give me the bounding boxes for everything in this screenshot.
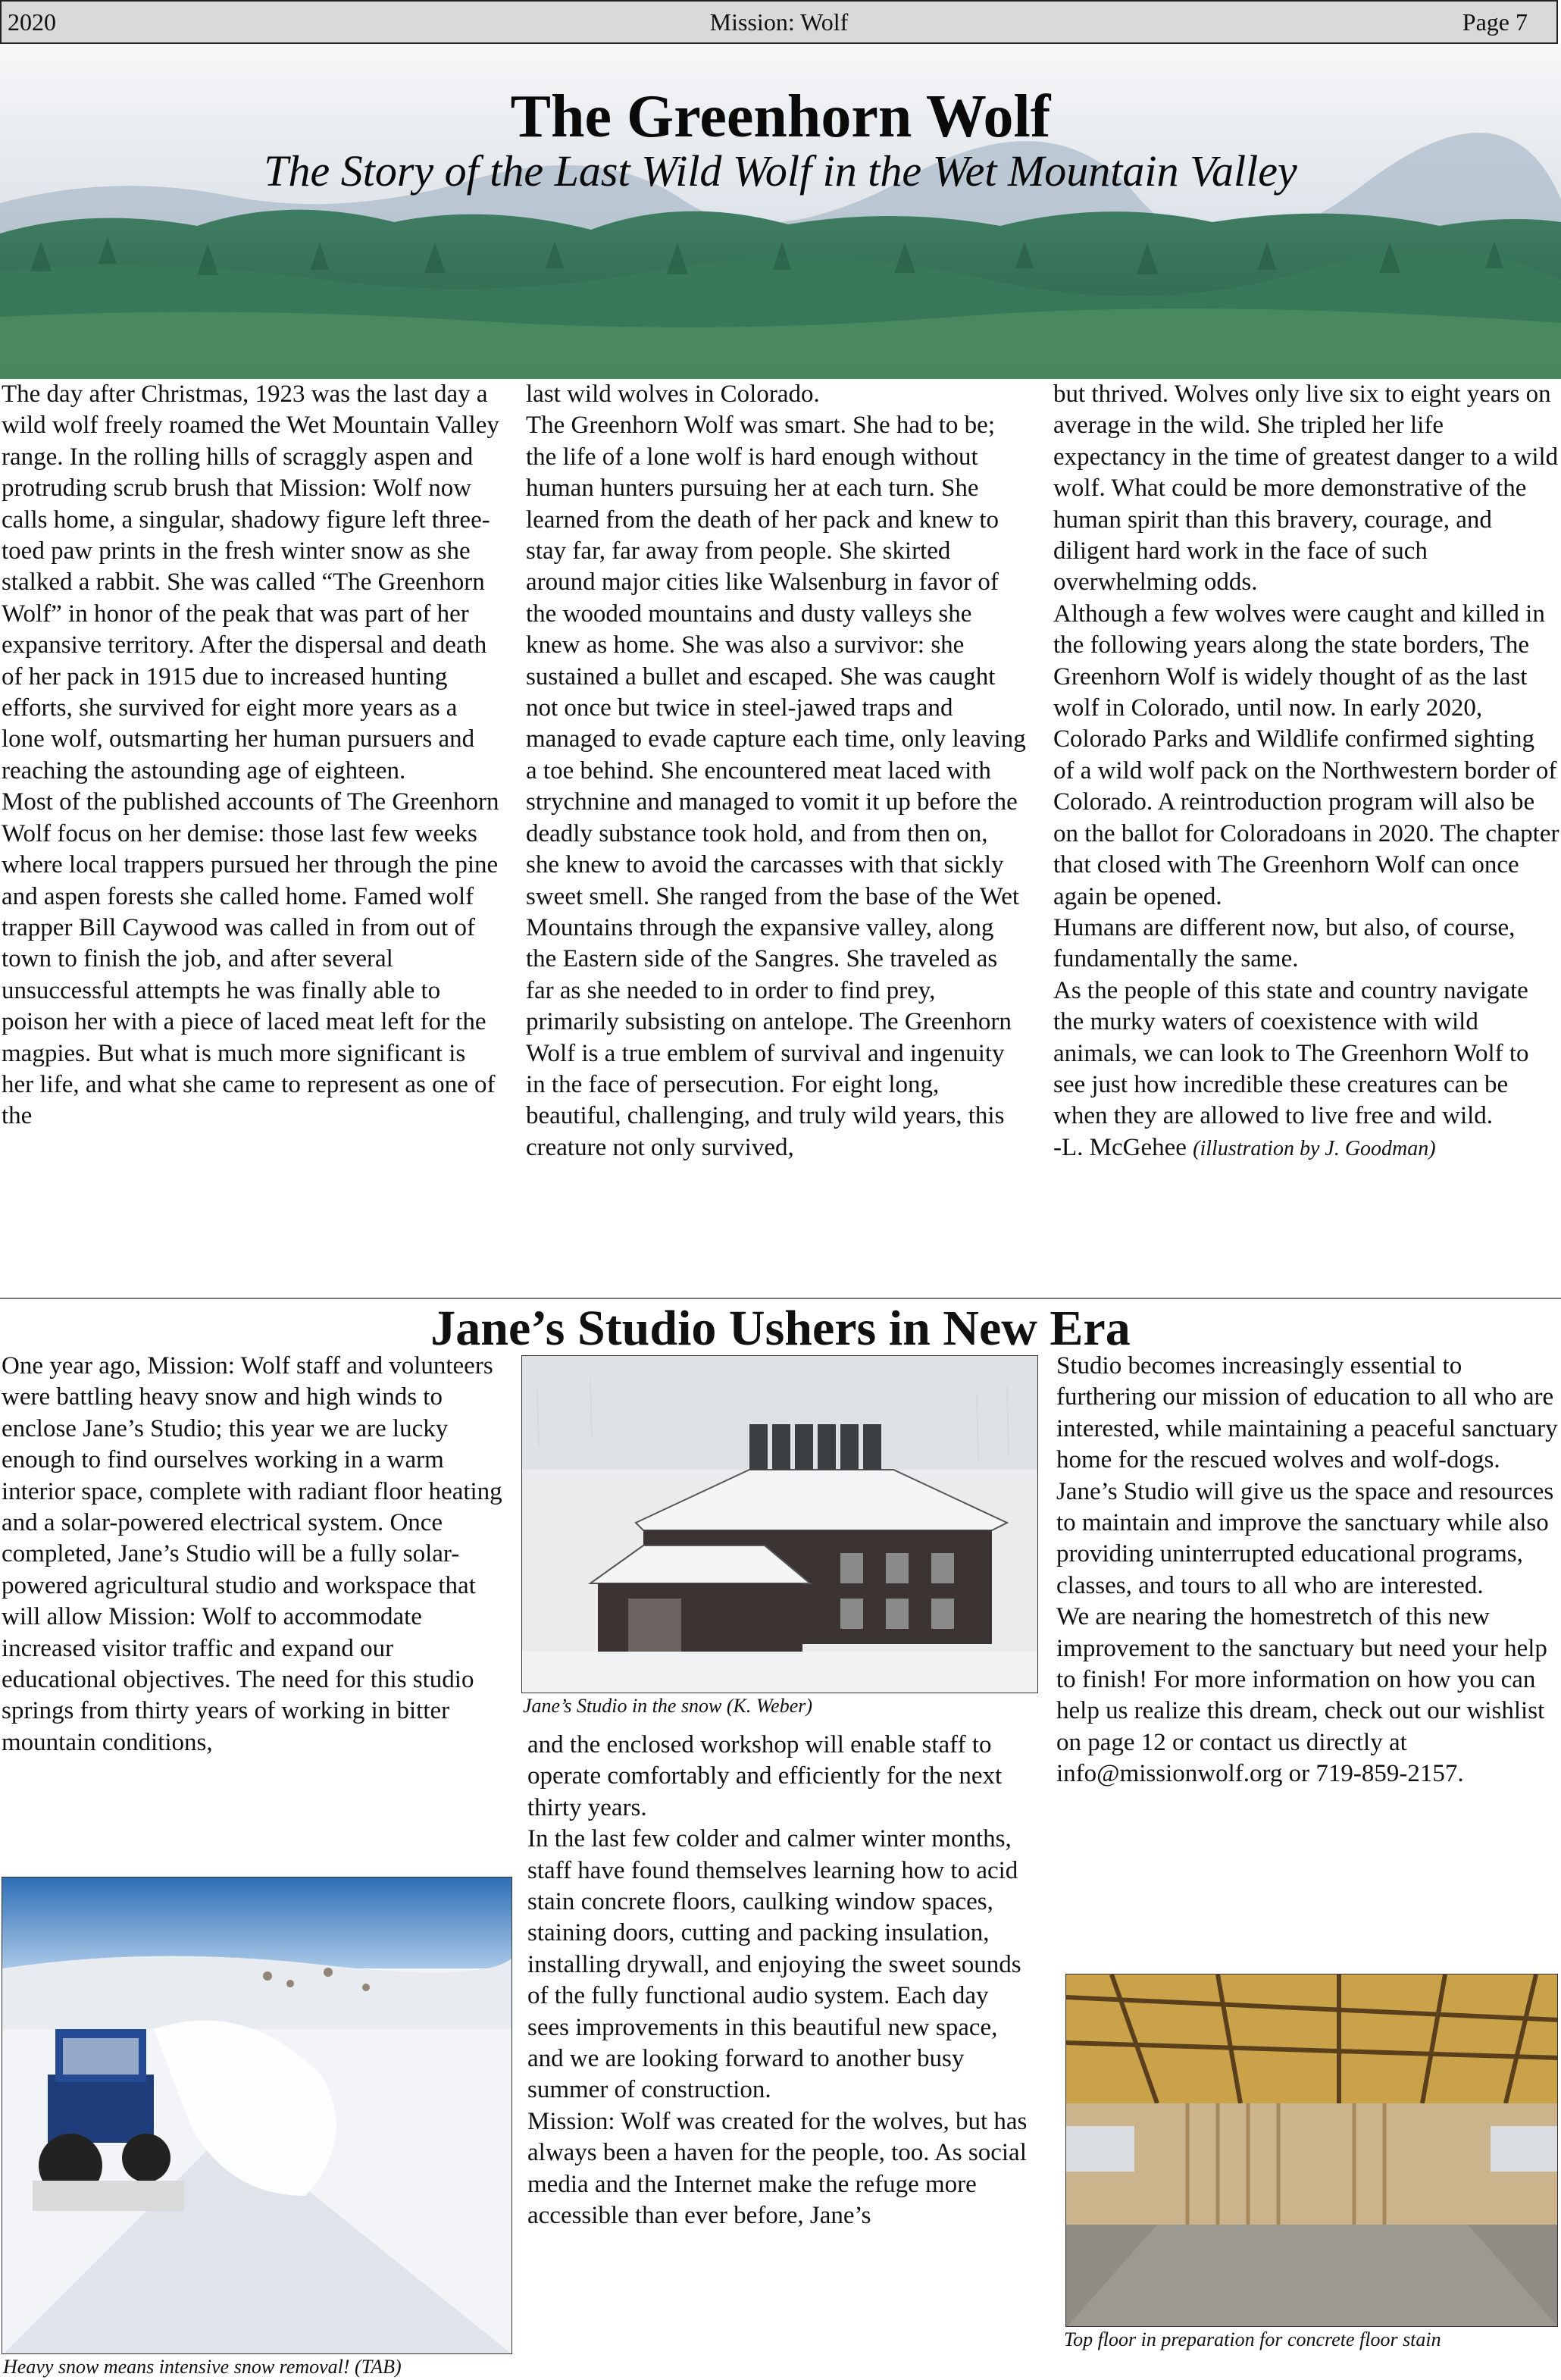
byline [1053,1132,1559,1164]
paragraph: Most of the published accounts of The Greenhorn Wolf focus on her demise: those last few weeks where local trappers pursued her through the pine and aspen forests she called home. Famed wolf trapper Bill Caywood was called in from out of town to finish the job, and after several unsuccessful attempts he was finally able to poison her with a piece of laced meat left for the magpies. But what is much more significant is her life, and what she came to represent as one of the [2,788,499,1130]
paragraph: but thrived. Wolves only live six to eight years on average in the wild. She tripled her life expectancy in the time of greatest danger to a wild wolf. What could be more demonstrative of the human spirit than this bravery, courage, and diligent hard work in the face of such overwhelming odds. [1053,380,1559,597]
article1-column-3 [1053,379,1559,1164]
paragraph: Studio becomes increasingly essential to furthering our mission of education to all who are interested, while maintaining a peaceful sanctuary home for the rescued wolves and wolf-dogs. [1056,1352,1558,1474]
paragraph: and the enclosed workshop will enable staff to operate comfortably and efficiently for the next thirty years. [527,1731,1003,1821]
paragraph: The Greenhorn Wolf was smart. She had to be; the life of a lone wolf is hard enough without human hunters pursuing her at each turn. She learned from the death of her pack and knew to stay far, far away from people. She skirted around major cities like Walsenburg in favor of the wooded mountains and dusty valleys she knew as home. She was also a survivor: she sustained a bullet and escaped. She was caught not once but twice in steel-jawed traps and managed to evade capture each time, only leaving a toe behind. She encountered meat laced with strychnine and managed to vomit it up before the deadly substance took hold, and from then on, she knew to avoid the carcasses with that sickly sweet smell. She ranged from the base of the Wet Mountains through the expansive valley, along the Eastern side of the Sangres. She traveled as far as she needed to in order to find prey, primarily subsisting on antelope. The Greenhorn Wolf is a true emblem of survival and ingenuity in the face of persecution. For eight long, beautiful, challenging, and truly wild years, this creature not only survived, [526,412,1026,1161]
watercolor-landscape-illustration [0,44,1561,379]
paragraph: In the last few colder and calmer winter months, staff have found themselves learning how to acid stain concrete floors, caulking window spaces, staining doors, cutting and packing insulation, installing drywall, and enjoying the sweet sounds of the fully functional audio system. Each day sees improvements in this beautiful new space, and we are looking forward to another busy summer of construction. [527,1825,1021,2104]
illustration-credit: (illustration by J. Goodman) [1193,1136,1436,1160]
top-floor-interior-photo [1065,1974,1558,2327]
header-publication: Mission: Wolf [709,8,849,36]
article2-column-1 [2,1351,509,1758]
paragraph: As the people of this state and country navigate the murky waters of coexistence with wild animals, we can look to The Greenhorn Wolf to see just how incredible these creatures can be when they are allowed to live free and wild. [1053,976,1529,1130]
article2-title: Jane’s Studio Ushers in New Era [430,1301,1131,1356]
caption-top-floor: Top floor in preparation for concrete floor stain [1064,2328,1441,2350]
article1-column-2 [526,379,1026,1163]
page-header [0,0,1558,44]
paragraph: Humans are different now, but also, of course, fundamentally the same. [1053,913,1516,973]
paragraph: last wild wolves in Colorado. [526,380,820,408]
author: -L. McGehee [1053,1133,1187,1161]
paragraph: Although a few wolves were caught and killed in the following years along the state borders, The Greenhorn Wolf is widely thought of as the last wolf in Colorado, until now. In early 2020, Colorado Parks and Wildlife confirmed sighting of a wild wolf pack on the Northwestern border of Colorado. A reintroduction program will also be on the ballot for Coloradoans in 2020. The chapter that closed with The Greenhorn Wolf can once again be opened. [1053,600,1559,910]
paragraph: Jane’s Studio will give us the space and resources to maintain and improve the sanctuary while also providing uninterrupted educational programs, classes, and tours to all who are interested. [1056,1477,1554,1599]
article-subtitle: The Story of the Last Wild Wolf in the Wet Mountain Valley [264,146,1297,196]
snow-removal-tractor-photo [2,1877,512,2354]
header-page-number: Page 7 [1462,8,1528,36]
caption-snow-removal: Heavy snow means intensive snow removal! (TAB) [3,2356,402,2378]
paragraph: The day after Christmas, 1923 was the last day a wild wolf freely roamed the Wet Mountain Valley range. In the rolling hills of scraggly aspen and protruding scrub brush that Mission: Wolf now calls home, a singular, shadowy figure left three-toed paw prints in the fresh winter snow as she stalked a rabbit. She was called “The Greenhorn Wolf” in honor of the peak that was part of her expansive territory. After the dispersal and death of her pack in 1915 due to increased hunting efforts, she survived for eight more years as a lone wolf, outsmarting her human pursuers and reaching the astounding age of eighteen. [2,380,499,784]
caption-studio-snow: Jane’s Studio in the snow (K. Weber) [523,1695,813,1717]
article-title: The Greenhorn Wolf [510,83,1051,150]
header-year: 2020 [8,8,56,36]
studio-snow-photo [521,1355,1038,1693]
paragraph: Mission: Wolf was created for the wolves, but has always been a haven for the people, too. As social media and the Internet make the refuge more accessible than ever before, Jane’s [527,2107,1028,2230]
paragraph: One year ago, Mission: Wolf staff and volunteers were battling heavy snow and high winds to enclose Jane’s Studio; this year we are lucky enough to find ourselves working in a warm interior space, complete with radiant floor heating and a solar-powered electrical system. Once completed, Jane’s Studio will be a fully solar-powered agricultural studio and workspace that will allow Mission: Wolf to accommodate increased visitor traffic and expand our educational objectives. The need for this studio springs from thirty years of working in bitter mountain conditions, [2,1352,502,1756]
article1-column-1 [2,379,502,1132]
article2-column-2 [527,1730,1028,2232]
paragraph: We are nearing the homestretch of this new improvement to the sanctuary but need your help to finish! For more information on how you can help us realize this dream, check out our wishlist on page 12 or contact us directly at info@missionwolf.org or 719-859-2157. [1056,1603,1547,1788]
article2-column-3 [1056,1351,1561,1790]
